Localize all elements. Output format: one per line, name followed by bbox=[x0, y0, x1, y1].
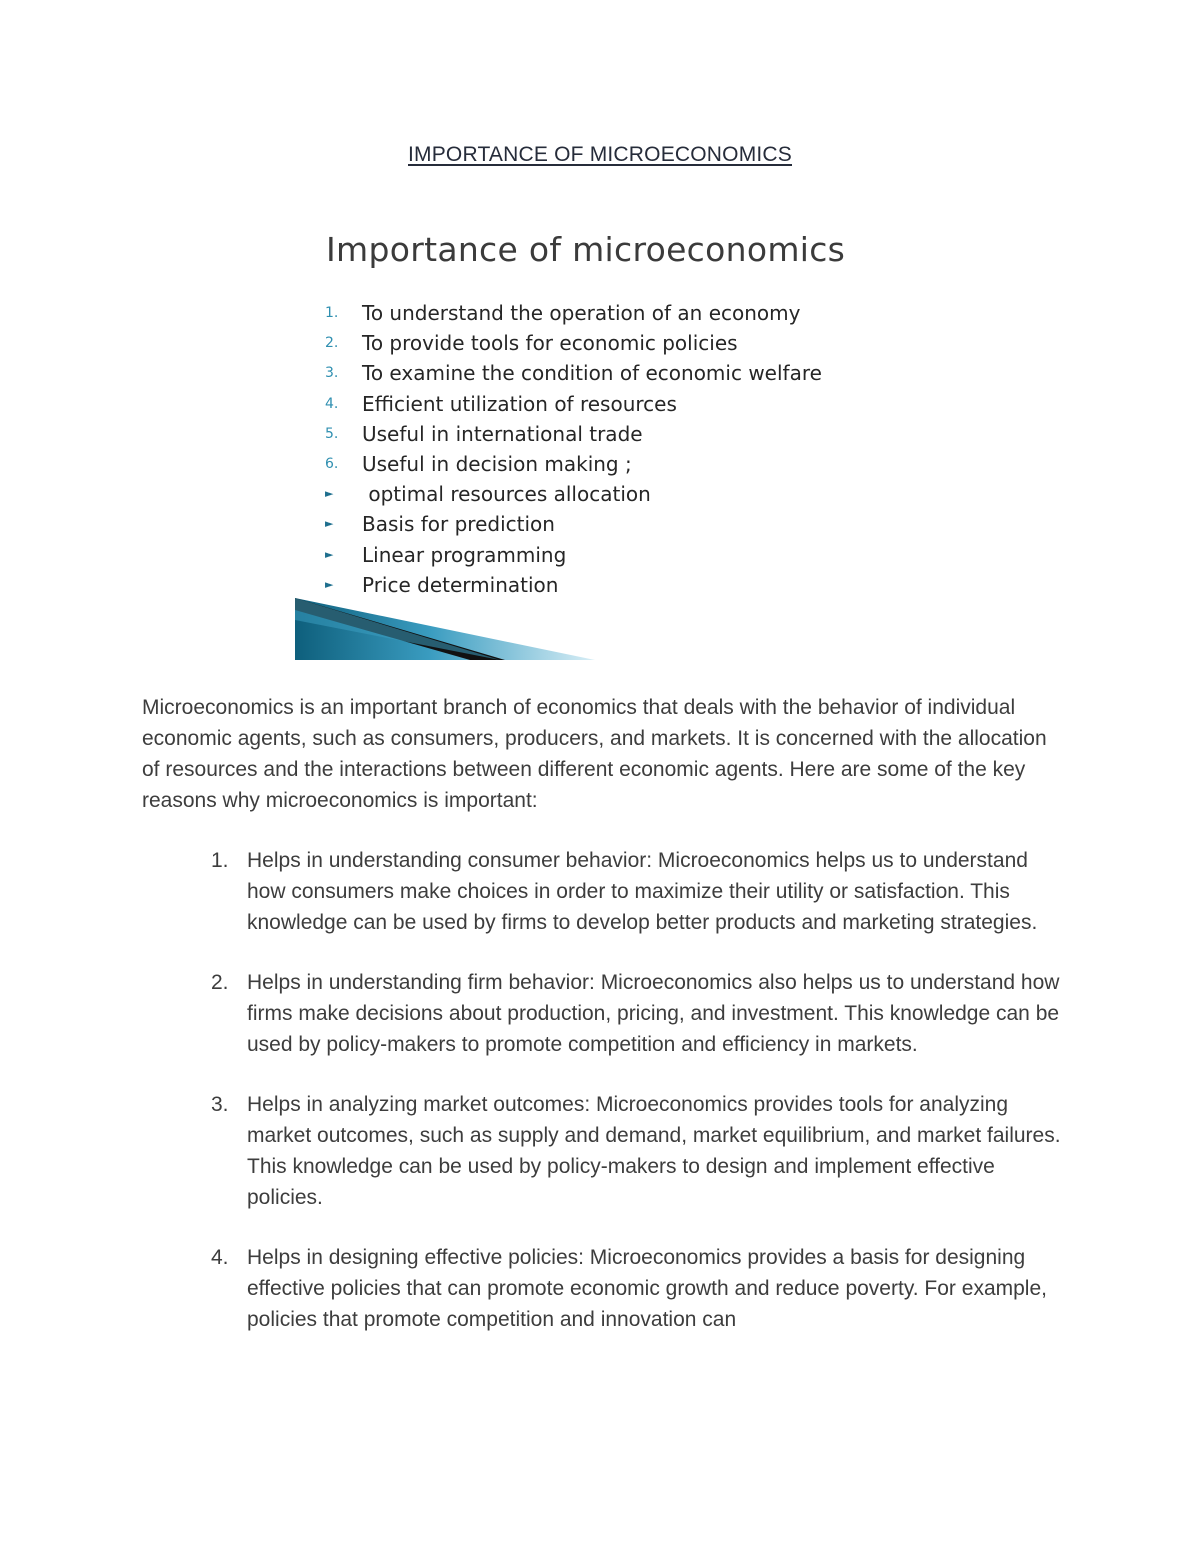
slide-list-item bbox=[295, 358, 905, 388]
list-item-text: Helps in understanding firm behavior: Microeconomics also helps us to understand how firms make decisions about production, pricing, and investment. This knowledge can be used by policy-makers to promote competition and efficiency in markets. bbox=[247, 971, 1060, 1056]
slide-item-text: To understand the operation of an economy bbox=[362, 301, 801, 325]
list-item bbox=[0, 1089, 1200, 1213]
slide-item-text: Useful in decision making ; bbox=[362, 451, 632, 476]
slide-item-number: 3. bbox=[325, 365, 339, 382]
slide-item-text: Useful in international trade bbox=[362, 421, 643, 446]
list-item bbox=[0, 845, 1200, 938]
list-item-number: 3. bbox=[211, 1093, 229, 1116]
slide-list-item bbox=[295, 540, 905, 570]
arrow-bullet-icon: ► bbox=[325, 517, 334, 531]
slide-item-text: Price determination bbox=[362, 572, 559, 597]
list-item-number: 2. bbox=[211, 971, 229, 994]
reasons-list bbox=[0, 845, 1200, 1364]
arrow-bullet-icon: ► bbox=[325, 577, 334, 591]
list-item-number: 1. bbox=[211, 849, 229, 872]
slide-list-item bbox=[295, 570, 905, 600]
document-title: IMPORTANCE OF MICROECONOMICS bbox=[408, 143, 792, 166]
slide-item-number: 4. bbox=[325, 395, 339, 412]
slide-item-text: Efficient utilization of resources bbox=[362, 391, 677, 416]
slide-item-text: To provide tools for economic policies bbox=[362, 331, 738, 356]
intro-paragraph: Microeconomics is an important branch of economics that deals with the behavior of individual economic agents, such as consumers, producers, and markets. It is concerned with the allocation of resources and the interactions between different economic agents. Here are some of the key reasons why microeconomics is important: bbox=[142, 696, 1047, 812]
list-item-number: 4. bbox=[211, 1246, 229, 1269]
slide-list-item bbox=[295, 509, 905, 539]
slide-heading: Importance of microeconomics bbox=[326, 230, 846, 269]
slide-image bbox=[295, 222, 905, 660]
slide-decorative-wedge bbox=[295, 598, 595, 660]
list-item-text: Helps in designing effective policies: Microeconomics provides a basis for designing effective policies that can promote economic growth and reduce poverty. For example, policies that promote competition and innovation can bbox=[247, 1246, 1047, 1331]
slide-list-item bbox=[295, 298, 905, 328]
slide-list-item bbox=[295, 419, 905, 449]
slide-item-text: Linear programming bbox=[362, 542, 567, 567]
slide-item-number: 1. bbox=[325, 305, 339, 321]
slide-item-text: Basis for prediction bbox=[362, 512, 555, 537]
slide-item-number: 5. bbox=[325, 425, 339, 442]
slide-item-number: 2. bbox=[325, 335, 339, 352]
slide-item-text: To examine the condition of economic welfare bbox=[362, 361, 822, 386]
list-item bbox=[0, 967, 1200, 1060]
arrow-bullet-icon: ► bbox=[325, 487, 334, 501]
list-item-text: Helps in understanding consumer behavior: Microeconomics helps us to understand how consumers make choices in order to maximize their utility or satisfaction. This knowledge can be used by firms to develop better products and marketing strategies. bbox=[247, 849, 1038, 934]
slide-list-item bbox=[295, 328, 905, 358]
slide-list-item bbox=[295, 479, 905, 509]
list-item-text: Helps in analyzing market outcomes: Microeconomics provides tools for analyzing market outcomes, such as supply and demand, market equilibrium, and market failures. This knowledge can be used by policy-makers to design and implement effective policies. bbox=[247, 1093, 1061, 1209]
slide-list-item bbox=[295, 449, 905, 479]
slide-list-item bbox=[295, 389, 905, 419]
slide-list bbox=[295, 298, 905, 600]
list-item bbox=[0, 1242, 1200, 1335]
slide-item-number: 6. bbox=[325, 455, 339, 472]
arrow-bullet-icon: ► bbox=[325, 547, 334, 561]
slide-item-text: optimal resources allocation bbox=[362, 482, 651, 507]
